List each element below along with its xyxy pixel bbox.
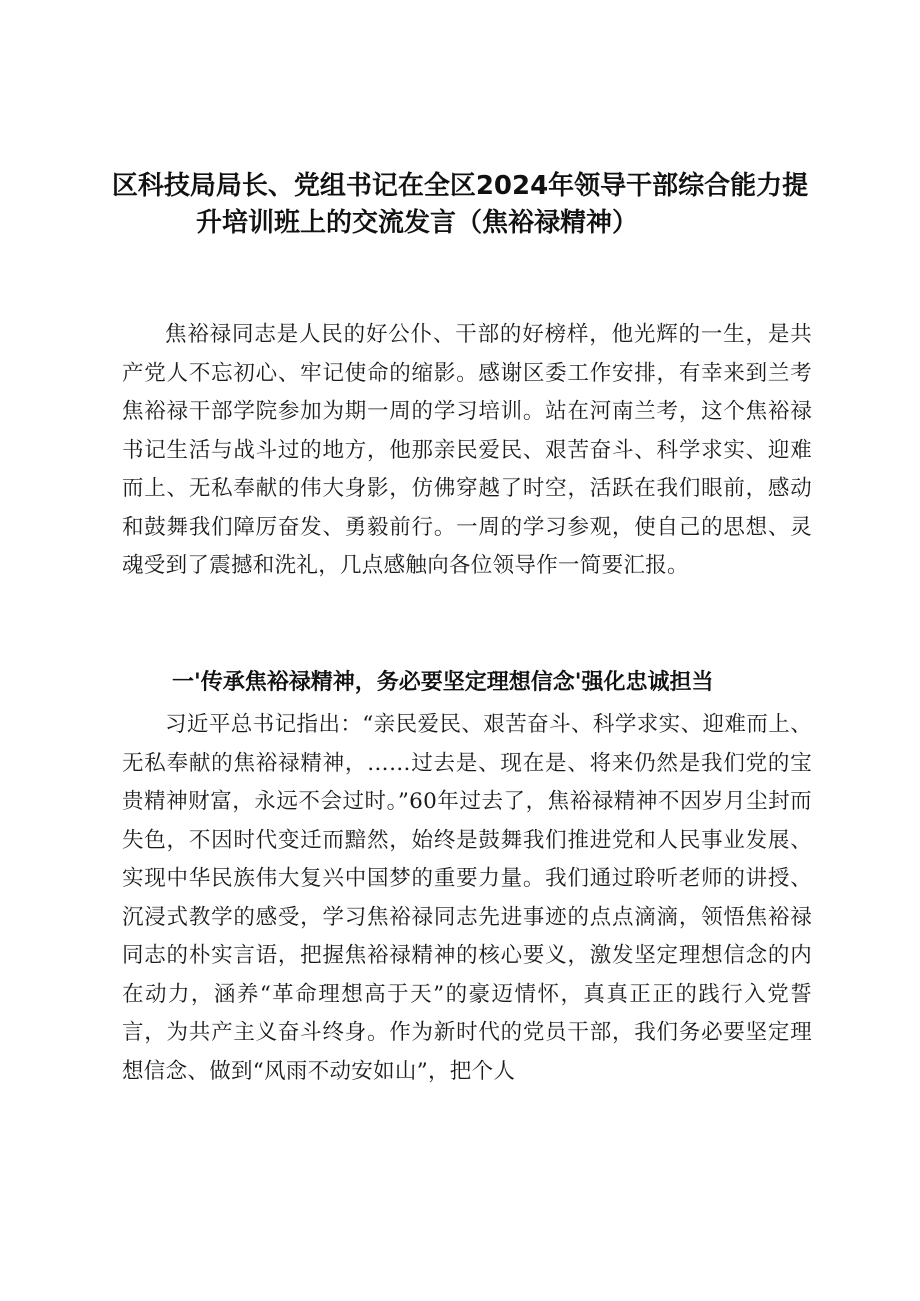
document-title	[100, 168, 820, 242]
document-title-line-1: 区科技局局长、党组书记在全区2024年领导干部综合能力提	[111, 171, 809, 201]
intro-paragraph: 焦裕禄同志是人民的好公仆、干部的好榜样，他光辉的一生，是共产党人不忘初心、牢记使命的缩影。感谢区委工作安排，有幸来到兰考焦裕禄干部学院参加为期一周的学习培训。站在河南兰考，这个焦裕禄书记生活与战斗过的地方，他那亲民爱民、艰苦奋斗、科学求实、迎难而上、无私奉献的伟大身影，仿佛穿越了时空，活跃在我们眼前，感动和鼓舞我们障厉奋发、勇毅前行。一周的学习参观，使自己的思想、灵魂受到了震撼和洗礼，几点感触向各位领导作一简要汇报。	[122, 322, 812, 578]
section-1-heading: 一'传承焦裕禄精神，务必要坚定理想信念'强化忠诚担当	[172, 670, 714, 695]
section-1-paragraph: 习近平总书记指出：“亲民爱民、艰苦奋斗、科学求实、迎难而上、无私奉献的焦裕禄精神，……过去是、现在是、将来仍然是我们党的宝贵精神财富，永远不会过时。”60年过去了，焦裕禄精神不因岁月尘封而失色，不因时代变迁而黯然，始终是鼓舞我们推进党和人民事业发展、实现中华民族伟大复兴中国梦的重要力量。我们通过聆听老师的讲授、沉浸式教学的感受，学习焦裕禄同志先进事迹的点点滴滴，领悟焦裕禄同志的朴实言语，把握焦裕禄精神的核心要义，激发坚定理想信念的内在动力，涵养“革命理想高于天”的豪迈情怀，真真正正的践行入党誓言，为共产主义奋斗终身。作为新时代的党员干部，我们务必要坚定理想信念、做到“风雨不动安如山”，把个人	[122, 712, 812, 1084]
document-title-line-2: 升培训班上的交流发言（焦裕禄精神）	[196, 208, 639, 238]
